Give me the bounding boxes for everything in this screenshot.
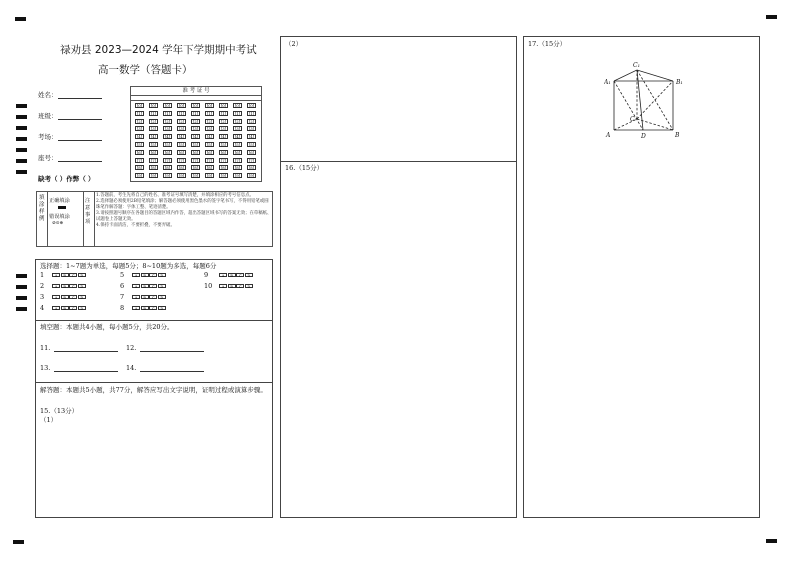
- field-seat[interactable]: 座号：: [38, 154, 102, 162]
- exam-id-bubble[interactable]: [1]: [164, 110, 171, 116]
- exam-id-bubble[interactable]: [8]: [248, 165, 255, 171]
- exam-id-bubble[interactable]: [2]: [192, 118, 199, 124]
- question-16-answer-area[interactable]: [283, 175, 514, 515]
- choice-question-9: [204, 271, 253, 279]
- right-answer-panel: [523, 36, 760, 518]
- choice-option-a[interactable]: A: [132, 306, 140, 310]
- field-class[interactable]: 班级：: [38, 112, 102, 120]
- exam-id-bubble[interactable]: [3]: [136, 126, 143, 132]
- exam-id-bubble[interactable]: [5]: [234, 142, 241, 147]
- exam-id-bubble[interactable]: [8]: [164, 165, 171, 171]
- middle-answer-panel: [280, 36, 517, 518]
- exam-id-bubble[interactable]: [0]: [150, 103, 157, 108]
- choice-question-1: [40, 271, 86, 279]
- exam-id-bubble[interactable]: [6]: [206, 149, 213, 155]
- question-17-answer-area[interactable]: [526, 147, 757, 515]
- choice-option-c[interactable]: C: [149, 273, 157, 277]
- choice-question-4: [40, 304, 86, 312]
- exam-id-bubble[interactable]: [0]: [136, 103, 143, 108]
- exam-id-bubble[interactable]: [7]: [136, 157, 143, 163]
- choice-question-7: [120, 293, 166, 301]
- choice-option-d[interactable]: D: [158, 306, 166, 310]
- exam-id-header: 准 考 证 号: [182, 88, 210, 94]
- question-15-part-1: （1）: [40, 416, 58, 424]
- exam-id-bubble[interactable]: [2]: [178, 118, 185, 124]
- exam-id-bubble[interactable]: [3]: [248, 126, 255, 132]
- exam-id-bubble[interactable]: [2]: [220, 118, 227, 124]
- exam-id-bubble[interactable]: [1]: [206, 110, 213, 116]
- label-a1: A₁: [604, 79, 611, 86]
- exam-id-bubble[interactable]: [9]: [192, 173, 199, 179]
- exam-id-bubble[interactable]: [7]: [150, 157, 157, 163]
- exam-id-bubble[interactable]: [0]: [206, 103, 213, 108]
- exam-id-bubble[interactable]: [2]: [234, 118, 241, 124]
- exam-id-bubble[interactable]: [1]: [136, 110, 143, 116]
- choice-option-b[interactable]: B: [141, 284, 149, 288]
- choice-option-b[interactable]: B: [141, 306, 149, 310]
- exam-id-bubble[interactable]: [5]: [220, 142, 227, 147]
- exam-id-bubble[interactable]: [2]: [136, 118, 143, 124]
- choice-option-b[interactable]: B: [228, 284, 236, 288]
- choice-option-a[interactable]: A: [52, 306, 60, 310]
- exam-id-bubble[interactable]: [1]: [150, 110, 157, 116]
- exam-id-bubble[interactable]: [5]: [206, 142, 213, 147]
- exam-id-bubble[interactable]: [1]: [234, 110, 241, 116]
- label-c: C: [630, 116, 635, 123]
- choice-option-b[interactable]: B: [228, 273, 236, 277]
- choice-option-a[interactable]: A: [132, 284, 140, 288]
- choice-option-b[interactable]: B: [61, 273, 69, 277]
- exam-id-bubble[interactable]: [2]: [164, 118, 171, 124]
- notice-item: 4.保持卡面清洁，不要折叠，不要弄破。: [96, 223, 175, 228]
- exam-id-bubble[interactable]: [2]: [248, 118, 255, 124]
- exam-id-bubble[interactable]: [5]: [164, 142, 171, 147]
- absent-cheat-label[interactable]: 缺考（ ）作弊（ ）: [38, 175, 95, 183]
- exam-id-bubble[interactable]: [8]: [220, 165, 227, 171]
- edge-a1-c1: [614, 70, 637, 81]
- notice-item: 1.答题前，考生先将自己的姓名、准考证号填写清楚，并填涂相应的考号信息点。: [96, 193, 254, 198]
- choice-option-d[interactable]: D: [78, 306, 86, 310]
- exam-id-bubble[interactable]: [9]: [136, 173, 143, 179]
- registration-mark-top-left: [15, 17, 26, 21]
- choice-option-a[interactable]: A: [219, 284, 227, 288]
- exam-id-grid: [130, 86, 262, 182]
- choice-question-2: [40, 282, 86, 290]
- choice-option-c[interactable]: C: [149, 306, 157, 310]
- exam-id-bubble[interactable]: [9]: [248, 173, 255, 179]
- exam-id-bubble[interactable]: [4]: [150, 134, 157, 140]
- exam-id-bubble[interactable]: [5]: [136, 142, 143, 147]
- exam-id-bubble[interactable]: [1]: [220, 110, 227, 116]
- choice-option-d[interactable]: D: [158, 295, 166, 299]
- exam-id-bubble[interactable]: [6]: [192, 149, 199, 155]
- exam-id-bubble[interactable]: [8]: [150, 165, 157, 171]
- exam-subtitle: 高一数学（答题卡）: [98, 64, 193, 76]
- question-16-label: 16.（15分）: [285, 164, 324, 172]
- registration-mark-top-right: [766, 15, 777, 19]
- exam-id-bubble[interactable]: [9]: [178, 173, 185, 179]
- exam-id-bubble[interactable]: [0]: [220, 103, 227, 108]
- choice-question-10: [204, 282, 253, 290]
- registration-mark-bottom-right: [766, 539, 777, 543]
- choice-option-a[interactable]: A: [52, 284, 60, 288]
- exam-id-bubble[interactable]: [7]: [192, 157, 199, 163]
- exam-id-bubble[interactable]: [7]: [164, 157, 171, 163]
- exam-id-bubble[interactable]: [6]: [150, 149, 157, 155]
- exam-id-bubble[interactable]: [8]: [234, 165, 241, 171]
- exam-id-bubbles[interactable]: [135, 103, 261, 181]
- exam-id-bubble[interactable]: [0]: [234, 103, 241, 108]
- choice-option-a[interactable]: A: [52, 295, 60, 299]
- exam-id-bubble[interactable]: [4]: [220, 134, 227, 140]
- choice-option-b[interactable]: B: [141, 295, 149, 299]
- notice-label: 注意事项: [85, 198, 91, 225]
- exam-id-bubble[interactable]: [4]: [178, 134, 185, 140]
- exam-id-bubble[interactable]: [6]: [234, 149, 241, 155]
- exam-id-bubble[interactable]: [3]: [192, 126, 199, 132]
- choice-option-a[interactable]: A: [132, 295, 140, 299]
- question-15-answer-area[interactable]: [38, 426, 270, 516]
- exam-id-bubble[interactable]: [9]: [220, 173, 227, 179]
- choice-question-number: 9: [204, 271, 209, 279]
- choice-bubbles[interactable]: [40, 271, 270, 316]
- choice-option-d[interactable]: D: [158, 273, 166, 277]
- choice-question-number: 10: [204, 282, 213, 290]
- choice-question-number: 2: [40, 282, 45, 290]
- exam-id-bubble[interactable]: [7]: [248, 157, 255, 163]
- exam-id-bubble[interactable]: [1]: [192, 110, 199, 116]
- choice-question-number: 7: [120, 293, 125, 301]
- label-b: B: [675, 132, 680, 139]
- exam-id-bubble[interactable]: [6]: [248, 149, 255, 155]
- exam-id-bubble[interactable]: [3]: [220, 126, 227, 132]
- fill-item-12[interactable]: 12.: [126, 344, 204, 352]
- choice-option-a[interactable]: A: [132, 273, 140, 277]
- fill-header: 填空题：本题共4小题，每小题5分，共20分。: [40, 323, 174, 331]
- exam-id-bubble[interactable]: [4]: [248, 134, 255, 140]
- exam-id-bubble[interactable]: [4]: [136, 134, 143, 140]
- choice-option-c[interactable]: C: [149, 284, 157, 288]
- choice-question-number: 5: [120, 271, 125, 279]
- exam-id-bubble[interactable]: [4]: [164, 134, 171, 140]
- choice-question-5: [120, 271, 166, 279]
- exam-id-bubble[interactable]: [3]: [178, 126, 185, 132]
- exam-id-bubble[interactable]: [0]: [164, 103, 171, 108]
- exam-id-bubble[interactable]: [5]: [150, 142, 157, 147]
- notice-item: 2.选择题必须使用2B铅笔填涂；解答题必须使用黑色墨水的签字笔书写，不得用铅笔或圆珠笔作解答题：字体工整、笔迹清楚。: [96, 199, 269, 210]
- exam-id-bubble[interactable]: [4]: [206, 134, 213, 140]
- answer-header: 解答题：本题共5小题，共77分，解答应写出文字说明，证明过程或演算步骤。: [40, 386, 267, 394]
- question-15-part-2: （2）: [285, 40, 303, 48]
- exam-id-bubble[interactable]: [4]: [192, 134, 199, 140]
- choice-option-b[interactable]: B: [61, 284, 69, 288]
- choice-question-6: [120, 282, 166, 290]
- exam-id-bubble[interactable]: [0]: [192, 103, 199, 108]
- left-answer-panel: [35, 259, 273, 518]
- choice-option-a[interactable]: A: [219, 273, 227, 277]
- wrong-fill-example: ⊘⊙⊕: [52, 221, 64, 226]
- exam-id-bubble[interactable]: [6]: [220, 149, 227, 155]
- exam-id-bubble[interactable]: [7]: [178, 157, 185, 163]
- exam-id-bubble[interactable]: [5]: [178, 142, 185, 147]
- question-15-label: 15.（13分）: [40, 407, 79, 415]
- choice-option-d[interactable]: D: [78, 273, 86, 277]
- exam-id-bubble[interactable]: [3]: [234, 126, 241, 132]
- choice-question-number: 1: [40, 271, 45, 279]
- choice-option-c[interactable]: C: [69, 295, 77, 299]
- choice-header: 选择题：1~7题为单选，每题5分；8~10题为多选，每题6分: [40, 262, 217, 270]
- registration-mark-bottom-left: [13, 540, 24, 544]
- question-17-label: 17.（15分）: [528, 40, 567, 48]
- exam-id-bubble[interactable]: [7]: [220, 157, 227, 163]
- instructions-box: [36, 191, 273, 247]
- notice-list: [96, 193, 272, 229]
- exam-title: 禄劝县 2023—2024 学年下学期期中考试: [60, 44, 257, 56]
- prism-figure: [604, 59, 689, 141]
- choice-option-b[interactable]: B: [141, 273, 149, 277]
- label-d: D: [641, 133, 646, 140]
- exam-id-bubble[interactable]: [2]: [150, 118, 157, 124]
- sample-side-label: 填涂样例: [39, 195, 45, 222]
- choice-question-number: 6: [120, 282, 125, 290]
- exam-id-bubble[interactable]: [0]: [248, 103, 255, 108]
- question-15-continued-area[interactable]: [283, 51, 514, 159]
- choice-option-d[interactable]: D: [78, 284, 86, 288]
- choice-option-c[interactable]: C: [69, 306, 77, 310]
- label-b1: B₁: [676, 79, 683, 86]
- exam-id-bubble[interactable]: [9]: [150, 173, 157, 179]
- exam-id-bubble[interactable]: [7]: [234, 157, 241, 163]
- choice-option-d[interactable]: D: [158, 284, 166, 288]
- exam-id-bubble[interactable]: [3]: [150, 126, 157, 132]
- exam-id-bubble[interactable]: [1]: [248, 110, 255, 116]
- label-a: A: [606, 132, 611, 139]
- exam-id-bubble[interactable]: [9]: [206, 173, 213, 179]
- wrong-fill-label: 错误填涂: [49, 214, 70, 220]
- choice-question-number: 4: [40, 304, 45, 312]
- exam-id-bubble[interactable]: [6]: [178, 149, 185, 155]
- exam-id-bubble[interactable]: [5]: [192, 142, 199, 147]
- choice-question-8: [120, 304, 166, 312]
- exam-id-bubble[interactable]: [0]: [178, 103, 185, 108]
- exam-id-bubble[interactable]: [4]: [234, 134, 241, 140]
- correct-fill-example: [58, 206, 66, 209]
- choice-option-c[interactable]: C: [236, 284, 244, 288]
- exam-id-bubble[interactable]: [6]: [136, 149, 143, 155]
- exam-id-bubble[interactable]: [7]: [206, 157, 213, 163]
- choice-question-number: 3: [40, 293, 45, 301]
- label-c1: C₁: [633, 62, 640, 69]
- exam-id-bubble[interactable]: [2]: [206, 118, 213, 124]
- fill-item-14[interactable]: 14.: [126, 364, 204, 372]
- choice-option-b[interactable]: B: [61, 295, 69, 299]
- exam-id-bubble[interactable]: [8]: [192, 165, 199, 171]
- exam-id-bubble[interactable]: [3]: [164, 126, 171, 132]
- choice-option-d[interactable]: D: [245, 284, 253, 288]
- choice-option-d[interactable]: D: [245, 273, 253, 277]
- choice-question-number: 8: [120, 304, 125, 312]
- notice-item: 3.请按照题号顺序在各题目的答题区域内作答，超出答题区域书写的答案无效；在草稿纸、试题卷上答题无效。: [96, 211, 272, 222]
- fill-item-13[interactable]: 13.: [40, 364, 118, 372]
- choice-option-c[interactable]: C: [236, 273, 244, 277]
- choice-option-c[interactable]: C: [69, 273, 77, 277]
- fill-item-11[interactable]: 11.: [40, 344, 118, 352]
- choice-option-d[interactable]: D: [78, 295, 86, 299]
- choice-option-c[interactable]: C: [69, 284, 77, 288]
- choice-question-3: [40, 293, 86, 301]
- exam-id-bubble[interactable]: [5]: [248, 142, 255, 147]
- exam-id-bubble[interactable]: [3]: [206, 126, 213, 132]
- exam-id-bubble[interactable]: [1]: [178, 110, 185, 116]
- choice-option-b[interactable]: B: [61, 306, 69, 310]
- correct-fill-label: 正确填涂: [49, 198, 70, 204]
- exam-id-bubble[interactable]: [8]: [178, 165, 185, 171]
- field-name[interactable]: 姓名：: [38, 91, 102, 99]
- exam-id-bubble[interactable]: [9]: [234, 173, 241, 179]
- choice-option-a[interactable]: A: [52, 273, 60, 277]
- exam-id-bubble[interactable]: [9]: [164, 173, 171, 179]
- exam-id-bubble[interactable]: [8]: [206, 165, 213, 171]
- choice-option-c[interactable]: C: [149, 295, 157, 299]
- field-room[interactable]: 考场：: [38, 133, 102, 141]
- exam-id-bubble[interactable]: [6]: [164, 149, 171, 155]
- exam-id-bubble[interactable]: [8]: [136, 165, 143, 171]
